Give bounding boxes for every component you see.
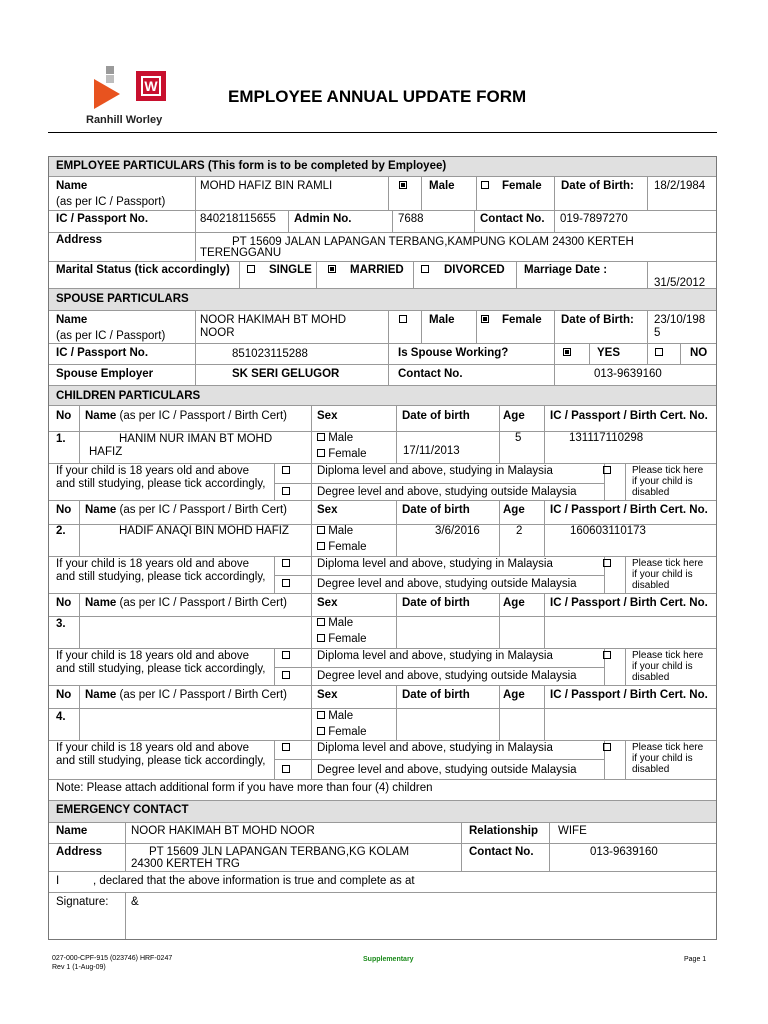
disabled-note-1: Please tick here <box>632 650 704 661</box>
disabled-note-3: disabled <box>632 764 670 775</box>
emergency-name-label: Name <box>56 825 88 837</box>
marital-status-label: Marital Status (tick accordingly) <box>56 264 230 276</box>
col-dob: Date of birth <box>402 410 470 422</box>
spouse-ic-label: IC / Passport No. <box>56 347 149 359</box>
emp-name-note: (as per IC / Passport) <box>56 196 166 208</box>
child2-diploma-label: Diploma level and above, studying in Malaysia <box>317 558 553 570</box>
emergency-address-line2[interactable]: 24300 KERTEH TRG <box>131 858 240 870</box>
disabled-note-2: if your child is <box>632 569 693 580</box>
footer-page: Page 1 <box>684 956 707 963</box>
spouse-employer-field[interactable]: SK SERI GELUGOR <box>232 368 340 380</box>
study-note-1: If your child is 18 years old and above <box>56 742 250 754</box>
section-spouse: SPOUSE PARTICULARS <box>56 293 189 305</box>
emp-address-label: Address <box>56 234 103 246</box>
spouse-contact-label: Contact No. <box>398 368 463 380</box>
spouse-name-line2[interactable]: NOOR <box>200 327 235 339</box>
child4-no: 4. <box>56 711 66 723</box>
emergency-address-label: Address <box>56 846 103 858</box>
page-title: EMPLOYEE ANNUAL UPDATE FORM <box>228 87 527 106</box>
child4-diploma-label: Diploma level and above, studying in Malaysia <box>317 742 553 754</box>
col-name: Name (as per IC / Passport / Birth Cert) <box>85 410 287 422</box>
study-note-1: If your child is 18 years old and above <box>56 465 250 477</box>
child3-degree-label: Degree level and above, studying outside Malaysia <box>317 670 577 682</box>
spouse-working-no-checkbox[interactable] <box>655 348 663 356</box>
spouse-working-label: Is Spouse Working? <box>398 347 509 359</box>
logo-square-dark <box>106 66 114 74</box>
spouse-dob-label: Date of Birth: <box>561 314 634 326</box>
emergency-relationship-label: Relationship <box>469 825 539 837</box>
emp-female-checkbox[interactable] <box>481 181 489 189</box>
emp-female-label: Female <box>502 180 542 192</box>
emp-admin-field[interactable]: 7688 <box>398 213 424 225</box>
emp-name-field[interactable]: MOHD HAFIZ BIN RAMLI <box>200 180 333 192</box>
signature-field[interactable]: & <box>131 896 139 908</box>
col-ic: IC / Passport / Birth Cert. No. <box>550 504 708 516</box>
emp-address-line1[interactable]: PT 15609 JALAN LAPANGAN TERBANG,KAMPUNG KOLAM 24300 KERTEH <box>232 236 634 248</box>
disabled-note-1: Please tick here <box>632 558 704 569</box>
child2-diploma-checkbox[interactable] <box>282 559 290 567</box>
col-age: Age <box>503 410 525 422</box>
col-age: Age <box>503 597 525 609</box>
col-ic: IC / Passport / Birth Cert. No. <box>550 597 708 609</box>
emergency-name-field[interactable]: NOOR HAKIMAH BT MOHD NOOR <box>131 825 315 837</box>
study-note-2: and still studying, please tick accordingly, <box>56 478 266 490</box>
section-employee: EMPLOYEE PARTICULARS (This form is to be completed by Employee) <box>56 160 447 172</box>
col-sex: Sex <box>317 504 338 516</box>
child2-ic[interactable]: 160603110173 <box>570 525 646 537</box>
spouse-dob-line1[interactable]: 23/10/198 <box>654 314 706 326</box>
emp-contact-field[interactable]: 019-7897270 <box>560 213 628 225</box>
child1-diploma-checkbox[interactable] <box>282 466 290 474</box>
section-children: CHILDREN PARTICULARS <box>56 390 201 402</box>
child1-male-checkbox[interactable] <box>317 433 325 441</box>
spouse-female-label: Female <box>502 314 542 326</box>
spouse-working-yes-label: YES <box>597 347 621 359</box>
child2-male-checkbox[interactable] <box>317 526 325 534</box>
study-note-1: If your child is 18 years old and above <box>56 650 250 662</box>
child1-age[interactable]: 5 <box>515 432 522 444</box>
emp-male-checkbox[interactable] <box>399 181 407 189</box>
child1-name-line2[interactable]: HAFIZ <box>89 446 123 458</box>
spouse-ic-field[interactable]: 851023115288 <box>232 348 308 360</box>
signature-label: Signature: <box>56 896 109 908</box>
spouse-employer-label: Spouse Employer <box>56 368 154 380</box>
spouse-contact-field[interactable]: 013-9639160 <box>594 368 662 380</box>
disabled-note-3: disabled <box>632 487 670 498</box>
emp-dob-field[interactable]: 18/2/1984 <box>654 180 706 192</box>
spouse-name-line1[interactable]: NOOR HAKIMAH BT MOHD <box>200 314 347 326</box>
emergency-contact-label: Contact No. <box>469 846 534 858</box>
col-age: Age <box>503 504 525 516</box>
child4-disabled-checkbox[interactable] <box>603 743 611 751</box>
footer-supplementary: Supplementary <box>363 956 414 963</box>
child1-no: 1. <box>56 433 66 445</box>
child1-dob[interactable]: 17/11/2013 <box>403 445 460 457</box>
children-note: Note: Please attach additional form if you have more than four (4) children <box>56 782 433 794</box>
col-no: No <box>56 410 72 422</box>
child3-male-checkbox[interactable] <box>317 618 325 626</box>
child4-diploma-checkbox[interactable] <box>282 743 290 751</box>
col-sex: Sex <box>317 410 338 422</box>
spouse-name-label: Name <box>56 314 88 326</box>
single-label: SINGLE <box>269 264 312 276</box>
col-ic: IC / Passport / Birth Cert. No. <box>550 689 708 701</box>
marriage-date-field[interactable]: 31/5/2012 <box>654 277 706 289</box>
disabled-note-2: if your child is <box>632 661 693 672</box>
col-name: Name (as per IC / Passport / Birth Cert) <box>85 689 287 701</box>
col-sex: Sex <box>317 597 338 609</box>
divorced-checkbox[interactable] <box>421 265 429 273</box>
disabled-note-3: disabled <box>632 580 670 591</box>
disabled-note-2: if your child is <box>632 476 693 487</box>
spouse-male-checkbox[interactable] <box>399 315 407 323</box>
child2-dob[interactable]: 3/6/2016 <box>435 525 480 537</box>
emp-name-label: Name <box>56 180 88 192</box>
col-dob: Date of birth <box>402 504 470 516</box>
spouse-name-note: (as per IC / Passport) <box>56 330 166 342</box>
child2-no: 2. <box>56 525 66 537</box>
married-label: MARRIED <box>350 264 404 276</box>
brand-name: Ranhill Worley <box>86 114 163 126</box>
child3-degree-checkbox[interactable] <box>282 671 290 679</box>
study-note-2: and still studying, please tick accordingly, <box>56 571 266 583</box>
child1-degree-label: Degree level and above, studying outside Malaysia <box>317 486 577 498</box>
study-note-2: and still studying, please tick accordingly, <box>56 663 266 675</box>
disabled-note-3: disabled <box>632 672 670 683</box>
header-rule <box>48 132 717 133</box>
child2-degree-checkbox[interactable] <box>282 579 290 587</box>
spouse-working-yes-checkbox[interactable] <box>563 348 571 356</box>
col-no: No <box>56 689 72 701</box>
study-note-2: and still studying, please tick accordingly, <box>56 755 266 767</box>
single-checkbox[interactable] <box>247 265 255 273</box>
logo-arrow-icon <box>94 79 120 109</box>
col-dob: Date of birth <box>402 597 470 609</box>
child3-diploma-checkbox[interactable] <box>282 651 290 659</box>
section-emergency: EMERGENCY CONTACT <box>56 804 189 816</box>
spouse-female-checkbox[interactable] <box>481 315 489 323</box>
col-no: No <box>56 597 72 609</box>
footer-revision: Rev 1 (1-Aug-09) <box>52 964 106 971</box>
logo-w-mark: W <box>136 71 166 101</box>
disabled-note-1: Please tick here <box>632 742 704 753</box>
emp-ic-label: IC / Passport No. <box>56 213 149 225</box>
child1-diploma-label: Diploma level and above, studying in Malaysia <box>317 465 553 477</box>
child1-disabled-checkbox[interactable] <box>603 466 611 474</box>
col-dob: Date of birth <box>402 689 470 701</box>
child3-no: 3. <box>56 618 66 630</box>
update-form: EMPLOYEE PARTICULARS (This form is to be completed by Employee) Name (as per IC / Passport) MOHD HAFIZ BIN RAMLI Male Female Date of Birth: 18/2/1984 IC / Passport No. 840218115655 Admin No. 7688 Contact No. 019-7897270 Address PT 15609 JALAN LAPANGAN TERBANG,KAMPUNG KOLAM 24300 KERTEH TERENGGANU Marital Status (tick accordingly) SINGLE MARRIED DIVORCED Marriage Date : 31/5/2012 SPOUSE PARTICULARS Name (as per IC / Passport) NOOR HAKIMAH BT MOHD NOOR Male Female Date of Birth: 23/10/198 5 IC / Passport No. 851023115288 Is Spouse Working? YES NO Spouse Employer SK SERI GELUGOR Contact No. 013-9639160 CHILDREN PARTICULARS No Name (as per IC / Passport / Birth Cert) Sex Date of birth Age IC / Passport / Birth Cert. No. 1. HANIM NUR IMAN BT MOHD HAFIZ Male Female 17/11/2013 5 131117110298 If your child is 18 years old and above and still studying, please tick accordingly, Diploma level and above, studying in Malaysia Degree level and above, studying outside Malaysia Please tick here if your child is disabled No Name (as per IC / Passport / Birth Cert) Sex Date of birth Age IC / Passport / Birth Cert. No. 2. HADIF ANAQI BIN MOHD HAFIZ Male Female 3/6/2016 2 160603110173 If your child is 18 years old and above and still studying, please tick accordingly, Diploma level and above, studying in Malaysia Degree level and above, studying outside Malaysia Please tick here if your child is disabled No Name (as per IC / Passport / Birth Cert) Sex Date of birth Age IC / Passport / Birth Cert. No. 3. Male Female If your child is 18 years old and above and still studying, please tick accordingly, Diploma level and above, studying in Malaysia Degree level and above, studying outside Malaysia Please tick here if your child is disabled No Name (as per IC / Passport / Birth Cert) Sex Date of birth Age IC / Passport / Birth Cert. No. 4. Male Female If your child is 18 years old and above and still studying, please tick accordingly, Diploma level and above, studying in Malaysia Degree level and above, studying outside Malaysia Please tick here if your child is disabled Note: Please attach additional form if you have more than four (4) children EMERGENCY CONTACT Name NOOR HAKIMAH BT MOHD NOOR Relationship WIFE Address PT 15609 JLN LAPANGAN TERBANG,KG KOLAM 24300 KERTEH TRG Contact No. 013-9639160 I , declared that the above information is true and complete as at Signature: & <box>48 156 717 940</box>
emp-ic-field[interactable]: 840218115655 <box>200 213 276 225</box>
footer-code: 027-000-CPF-915 (023746) HRF-0247 <box>52 955 173 962</box>
child1-female-checkbox[interactable] <box>317 449 325 457</box>
emergency-contact-field[interactable]: 013-9639160 <box>590 846 658 858</box>
emp-dob-label: Date of Birth: <box>561 180 634 192</box>
col-sex: Sex <box>317 689 338 701</box>
child2-female-checkbox[interactable] <box>317 542 325 550</box>
spouse-working-no-label: NO <box>690 347 708 359</box>
col-name: Name (as per IC / Passport / Birth Cert) <box>85 597 287 609</box>
child3-female-checkbox[interactable] <box>317 634 325 642</box>
emp-admin-label: Admin No. <box>294 213 352 225</box>
child1-degree-checkbox[interactable] <box>282 487 290 495</box>
child1-name-line1[interactable]: HANIM NUR IMAN BT MOHD <box>119 433 273 445</box>
emp-contact-label: Contact No. <box>480 213 545 225</box>
study-note-1: If your child is 18 years old and above <box>56 558 250 570</box>
company-logo <box>86 66 178 128</box>
child1-ic[interactable]: 131117110298 <box>569 432 644 444</box>
spouse-male-label: Male <box>429 314 455 326</box>
col-ic: IC / Passport / Birth Cert. No. <box>550 410 708 422</box>
child2-age[interactable]: 2 <box>516 525 523 537</box>
married-checkbox[interactable] <box>328 265 336 273</box>
marriage-date-label: Marriage Date : <box>524 264 608 276</box>
emp-address-line2[interactable]: TERENGGANU <box>200 247 282 259</box>
child4-degree-checkbox[interactable] <box>282 765 290 773</box>
child4-degree-label: Degree level and above, studying outside Malaysia <box>317 764 577 776</box>
col-name: Name (as per IC / Passport / Birth Cert) <box>85 504 287 516</box>
divorced-label: DIVORCED <box>444 264 505 276</box>
emergency-address-line1[interactable]: PT 15609 JLN LAPANGAN TERBANG,KG KOLAM <box>149 846 410 858</box>
child2-name[interactable]: HADIF ANAQI BIN MOHD HAFIZ <box>119 525 289 537</box>
disabled-note-1: Please tick here <box>632 465 704 476</box>
child3-diploma-label: Diploma level and above, studying in Malaysia <box>317 650 553 662</box>
col-age: Age <box>503 689 525 701</box>
emp-male-label: Male <box>429 180 455 192</box>
col-no: No <box>56 504 72 516</box>
declaration-i: I <box>56 875 60 887</box>
spouse-dob-line2[interactable]: 5 <box>654 327 661 339</box>
child2-degree-label: Degree level and above, studying outside Malaysia <box>317 578 577 590</box>
emergency-relationship-field[interactable]: WIFE <box>558 825 587 837</box>
child3-disabled-checkbox[interactable] <box>603 651 611 659</box>
child2-disabled-checkbox[interactable] <box>603 559 611 567</box>
disabled-note-2: if your child is <box>632 753 693 764</box>
declaration-text: , declared that the above information is true and complete as at <box>93 875 415 887</box>
child4-male-checkbox[interactable] <box>317 711 325 719</box>
child4-female-checkbox[interactable] <box>317 727 325 735</box>
